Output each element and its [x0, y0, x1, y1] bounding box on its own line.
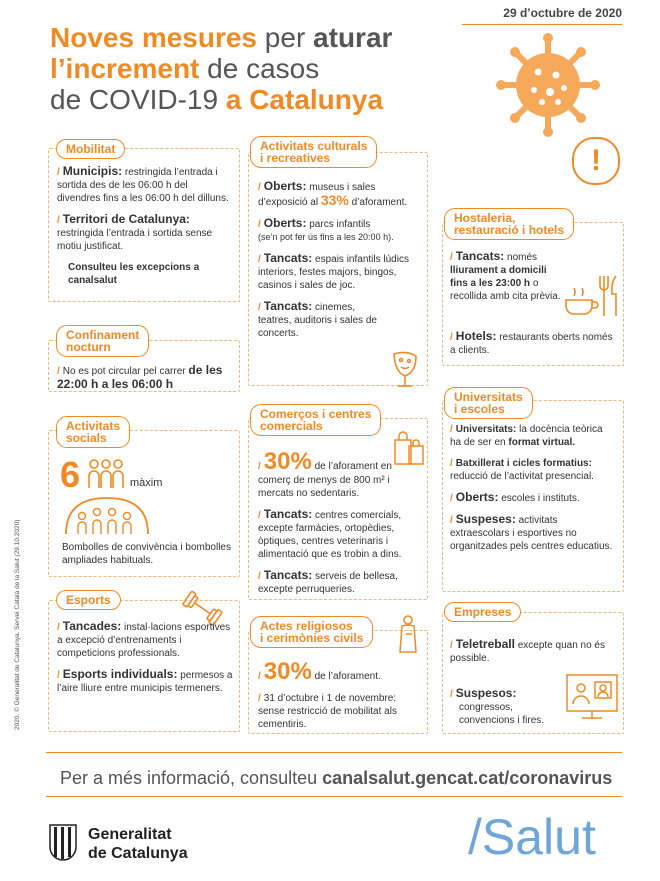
generalitat-name — [88, 825, 188, 863]
esports-content: / Tancades: instal·lacions esportives a excepció d’entrenaments i competicions professionals. / Esports individuals: permesos a l’aire lliure entre municipis termeners. — [57, 619, 233, 694]
tag-line: i cerimònies civils — [260, 631, 364, 645]
item-text: excepte quan no és possible. — [450, 640, 605, 664]
item-text: serveis de bellesa, excepte perruqueries. — [258, 571, 398, 595]
item-heading: Oberts: — [263, 179, 307, 193]
item-heading: Teletreball — [455, 637, 515, 651]
item-heading: Tancades: — [62, 619, 122, 633]
socials-tag — [56, 416, 130, 448]
copyright-note: 2020. © Generalitat de Catalunya. Servei Català de la Salut (29.10.2020) — [14, 519, 21, 730]
item-heading: Hotels: — [455, 329, 497, 343]
theatre-mask-icon — [388, 348, 424, 388]
empreses-content: / Teletreball excepte quan no és possible. / Suspesos: congressos, convencions i fires. — [450, 637, 605, 726]
item-text: espais infantils lúdics interiors, festes majors, bingos, casinos i sales de joc. — [258, 254, 409, 291]
confinament-tag — [56, 325, 149, 357]
item-heading: de les 22:00 h a les 06:00 h — [57, 363, 223, 391]
item-heading: Esports individuals: — [62, 667, 178, 681]
max-label: màxim — [130, 477, 163, 489]
culturals-content: / Oberts: museus i sales d’exposició al 33% d’aforament. / Oberts: parcs infantils (se’n pot fer ús fins a les 20:00 h). / Tancats: espais infantils lúdics interiors, festes majors, bingos, casinos i sales de joc. / Tancats: cinemes, teatres, auditoris i sales de concerts. — [258, 179, 409, 339]
item-heading: Tancats: — [263, 568, 313, 582]
tag-line: comercials — [260, 419, 323, 433]
title-part: de COVID-19 — [50, 84, 226, 115]
empreses-tag: Empreses — [444, 602, 521, 622]
comercos-tag — [250, 404, 381, 436]
item-text: o recollida amb cita prèvia. — [450, 278, 561, 302]
item-heading: Tancats: — [455, 249, 505, 263]
item-heading: Suspeses: — [455, 512, 516, 526]
item-heading: Suspesos: — [455, 686, 517, 700]
footer-text: Per a més informació, consulteu — [60, 768, 323, 788]
confinament-content: / No es pot circular pel carrer de les 22:00 h a les 06:00 h — [57, 363, 223, 391]
item-strong: lliurament a domicili fins a les 23:00 h — [450, 265, 547, 289]
title-part: l’increment — [50, 53, 200, 84]
item-heading: Oberts: — [455, 490, 499, 504]
tag-line: Hostaleria, — [454, 211, 516, 225]
item-text: congressos, convencions i fires. — [459, 702, 545, 726]
tag-line: Activitats culturals — [260, 139, 368, 153]
footer-link[interactable]: canalsalut.gencat.cat/coronavirus — [322, 768, 613, 788]
religiosos-content: / 30% de l’aforament. / 31 d’octubre i 1 de novembre: sense restricció de mobilitat als cementiris. — [258, 658, 397, 730]
people-icon — [86, 458, 126, 490]
candle-icon — [392, 612, 424, 654]
tag-line: nocturn — [66, 340, 111, 354]
tag-line: Confinament — [66, 328, 140, 342]
item-text: restaurants oberts només a clients. — [450, 332, 613, 356]
item-text: d’aforament. — [348, 197, 408, 208]
comercos-content: / 30% de l’aforament en comerç de menys de 800 m² i mercats no sedentaris. / Tancats: centres comercials, excepte farmàcies, ortopèdies, òptiques, centres veterinaris i alimentació que es trobin a dins. / Tancats: serveis de bellesa, excepte perruqueries. — [258, 448, 402, 595]
percent: 30% — [263, 658, 312, 685]
tag-line: i escoles — [454, 402, 505, 416]
generalitat-line: de Catalunya — [88, 845, 188, 862]
footer-rule-top — [46, 752, 622, 753]
salut-logo: /Salut — [468, 809, 596, 865]
tag-line: restauració i hotels — [454, 223, 565, 237]
item-subtext: (se’n pot fer ús fins a les 20:00 h). — [258, 232, 394, 242]
tag-line: Universitats — [454, 390, 523, 404]
item-text: centres comercials, excepte farmàcies, ortopèdies, òptiques, centres veterinaris i alimentació que es trobin a dins. — [258, 510, 402, 560]
item-text: de l’aforament. — [311, 671, 381, 682]
virus-icon — [478, 30, 608, 140]
universitats-tag — [444, 387, 533, 419]
footer-info — [60, 768, 612, 789]
cup-cutlery-icon — [562, 270, 622, 320]
hostaleria-tag — [444, 208, 574, 240]
item-text: la docència teòrica ha de ser en — [450, 424, 603, 448]
item-text: instal·lacions esportives a excepció d’entrenaments i competicions professionals. — [57, 622, 231, 659]
title-part: aturar — [313, 22, 393, 53]
item-heading: Municipis: — [62, 164, 123, 178]
generalitat-line: Generalitat — [88, 826, 172, 843]
hotels-content: / Hotels: restaurants oberts només a clients. — [450, 329, 613, 356]
item-text: museus i sales d’exposició al — [258, 182, 376, 208]
hostaleria-content: / Tancats: només lliurament a domicili fins a les 23:00 h o recollida amb cita prèvia. — [450, 249, 561, 302]
percent: 33% — [320, 192, 349, 208]
date-divider — [462, 24, 622, 25]
excepcions-note: Consulteu les excepcions a canalsalut — [68, 262, 200, 286]
item-text: restringida l’entrada i sortida des de les 06:00 h del divendres fins a les 06:00 h del dilluns. — [57, 167, 229, 204]
item-text: 31 d’octubre i 1 de novembre: sense restricció de mobilitat als cementiris. — [258, 693, 397, 730]
item-text: reducció de l’activitat presencial. — [450, 471, 594, 482]
max-count: 6 — [60, 454, 81, 495]
item-heading: Tancats: — [263, 507, 313, 521]
tag-line: i recreatives — [260, 151, 331, 165]
percent: 30% — [263, 448, 312, 475]
warning-icon: ! — [572, 137, 620, 185]
page-title — [50, 22, 392, 115]
item-heading: Universitats: — [455, 424, 517, 435]
item-text: parcs infantils — [306, 219, 371, 230]
mobilitat-content: / Municipis: restringida l’entrada i sortida des de les 06:00 h del divendres fins a les 06:00 h del dilluns. / Territori de Catalunya: restringida l’entrada i sortida sense motiu justificat. Consulteu les excepcions a canalsalut — [57, 164, 229, 286]
item-strong: format virtual. — [508, 437, 576, 448]
item-heading: Tancats: — [263, 251, 313, 265]
religiosos-tag — [250, 616, 373, 648]
tag-line: Comerços i centres — [260, 407, 372, 421]
item-text: només — [504, 252, 538, 263]
tag-line: Actes religiosos — [260, 619, 353, 633]
item-text: escoles i instituts. — [498, 493, 580, 504]
item-text: activitats extraescolars i esportives no organitzades pels centres educatius. — [450, 515, 613, 552]
item-text: No es pot circular pel carrer — [62, 366, 189, 377]
tag-line: socials — [66, 431, 107, 445]
item-text: permesos a l’aire lliure entre municipis termeners. — [57, 670, 233, 694]
title-part: per — [257, 22, 314, 53]
universitats-content: / Universitats: la docència teòrica ha de ser en format virtual. / Batxillerat i cicles formatius: reducció de l’activitat presencial. / Oberts: escoles i instituts. / Suspeses: activitats extraescolars i esportives no organitzades pels centres educatius. — [450, 424, 613, 552]
mobilitat-tag: Mobilitat — [56, 139, 125, 159]
item-text: restringida l’entrada i sortida sense motiu justificat. — [57, 228, 213, 252]
title-part: de casos — [199, 53, 320, 84]
item-text: cinemes, teatres, auditoris i sales de concerts. — [258, 302, 377, 339]
bubble-people-icon — [62, 494, 152, 536]
item-heading: Batxillerat i cicles formatius: — [455, 458, 592, 469]
date: 29 d’octubre de 2020 — [503, 6, 622, 20]
generalitat-logo-icon — [48, 823, 78, 863]
esports-tag: Esports — [56, 590, 121, 610]
tag-line: Activitats — [66, 419, 121, 433]
item-heading: Oberts: — [263, 216, 307, 230]
item-text: de l’aforament en comerç de menys de 800 m² i mercats no sedentaris. — [258, 461, 392, 499]
title-part: Noves mesures — [50, 22, 258, 53]
video-call-icon — [564, 672, 620, 722]
item-heading: Territori de Catalunya: — [62, 212, 190, 226]
culturals-tag — [250, 136, 377, 168]
item-heading: Tancats: — [263, 299, 313, 313]
title-part: a Catalunya — [225, 84, 384, 115]
footer-rule-bottom — [46, 796, 622, 797]
bombolles-text: Bombolles de convivència i bombolles ampliades habituals. — [62, 542, 231, 566]
